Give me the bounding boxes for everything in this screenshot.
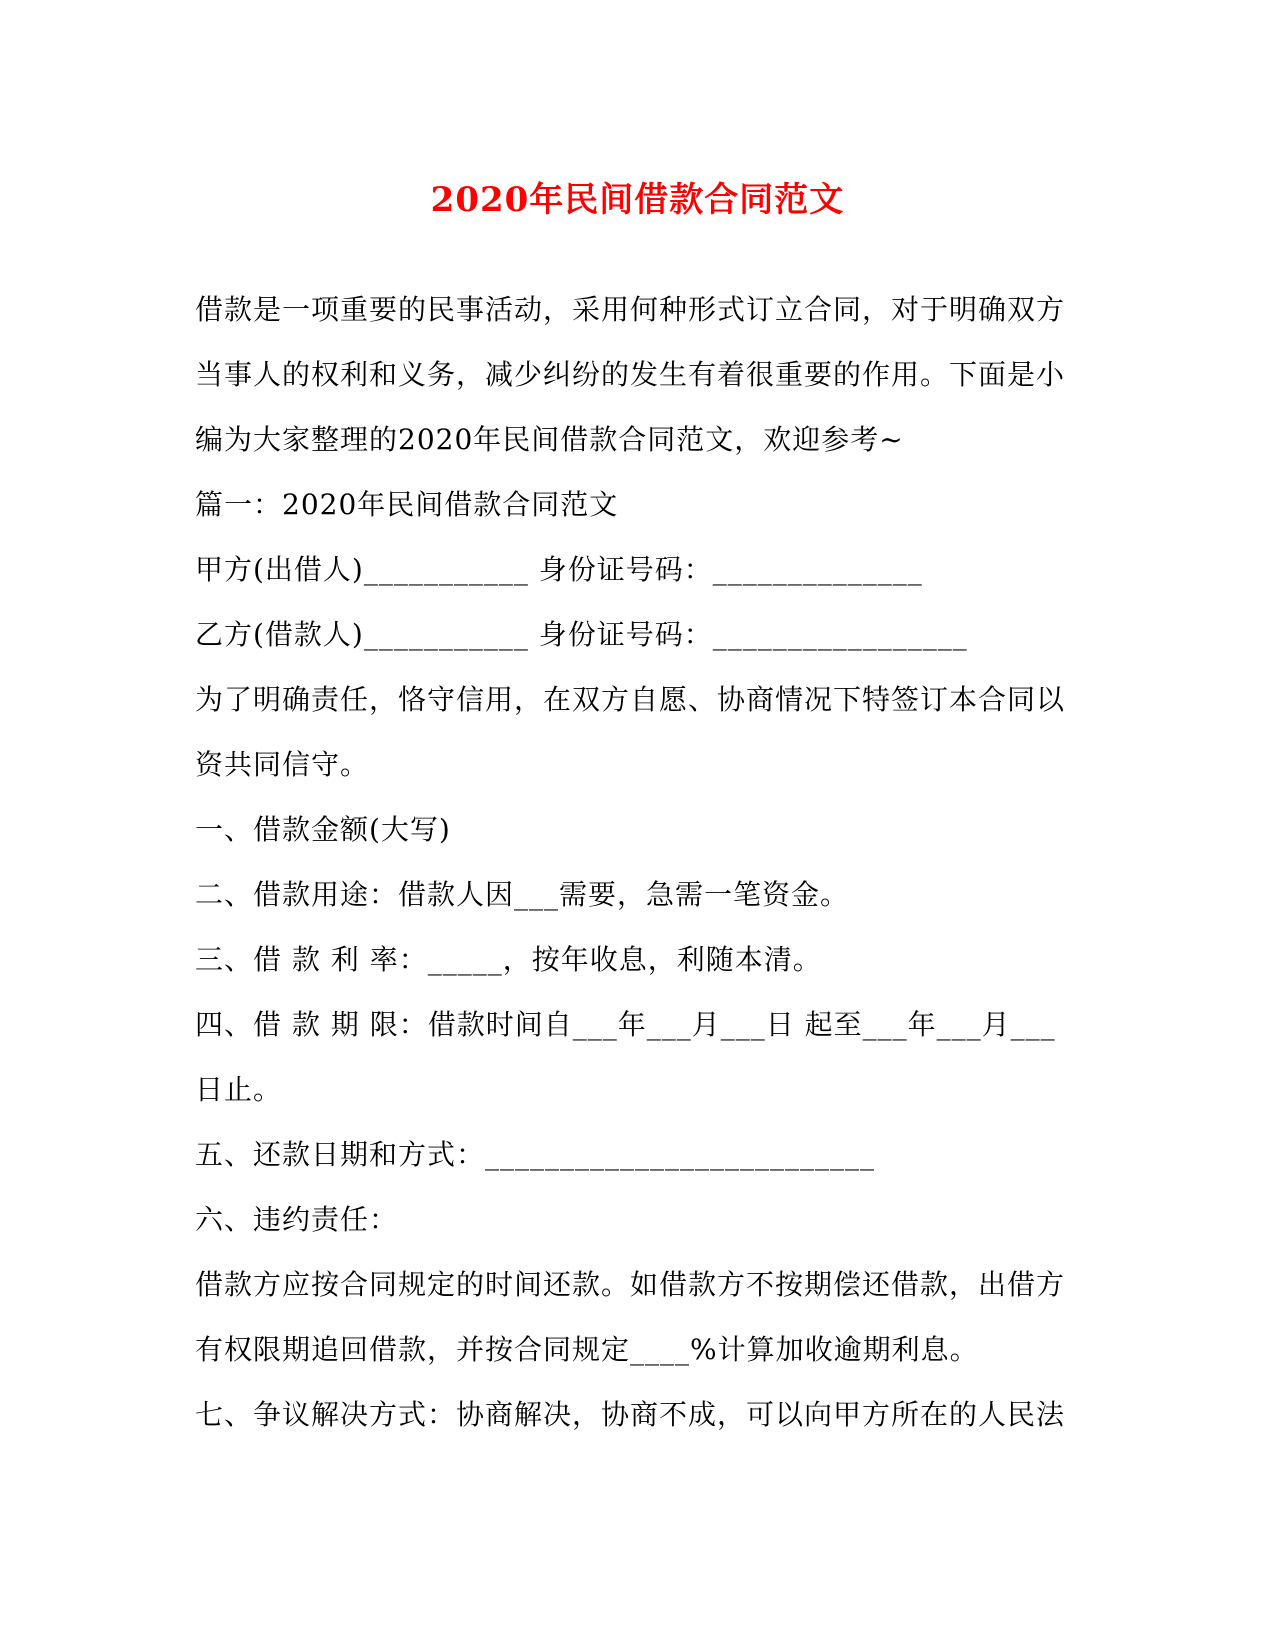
body-line: 编为大家整理的2020年民间借款合同范文，欢迎参考~ [195, 423, 904, 456]
document-body [195, 290, 1075, 1460]
body-line: 有权限期追回借款，并按合同规定____%计算加收逾期利息。 [195, 1333, 979, 1366]
party-b-line: 乙方(借款人)___________ 身份证号码：_________________ [195, 618, 968, 651]
body-line: 日止。 [195, 1073, 283, 1106]
clause-loan-term: 四、借 款 期 限：借款时间自___年___月___日 起至___年___月___ [195, 1008, 1056, 1041]
clause-loan-purpose: 二、借款用途：借款人因___需要，急需一笔资金。 [195, 878, 850, 911]
document-title: 2020年民间借款合同范文 [430, 180, 845, 220]
body-line: 当事人的权利和义务，减少纠纷的发生有着很重要的作用。下面是小 [195, 358, 1066, 391]
body-line: 借款方应按合同规定的时间还款。如借款方不按期偿还借款，出借方 [195, 1268, 1066, 1301]
clause-repayment: 五、还款日期和方式：__________________________ [195, 1138, 876, 1171]
body-line: 资共同信守。 [195, 748, 370, 781]
section-heading: 篇一：2020年民间借款合同范文 [195, 488, 619, 521]
clause-dispute: 七、争议解决方式：协商解决，协商不成，可以向甲方所在的人民法 [195, 1398, 1066, 1431]
body-line: 借款是一项重要的民事活动，采用何种形式订立合同，对于明确双方 [195, 293, 1066, 326]
clause-breach: 六、违约责任： [195, 1203, 399, 1236]
clause-interest-rate: 三、借 款 利 率：_____，按年收息，利随本清。 [195, 943, 822, 976]
party-a-line: 甲方(出借人)___________ 身份证号码：______________ [195, 553, 923, 586]
clause-loan-amount: 一、借款金额(大写) [195, 813, 451, 846]
body-line: 为了明确责任，恪守信用，在双方自愿、协商情况下特签订本合同以 [195, 683, 1066, 716]
